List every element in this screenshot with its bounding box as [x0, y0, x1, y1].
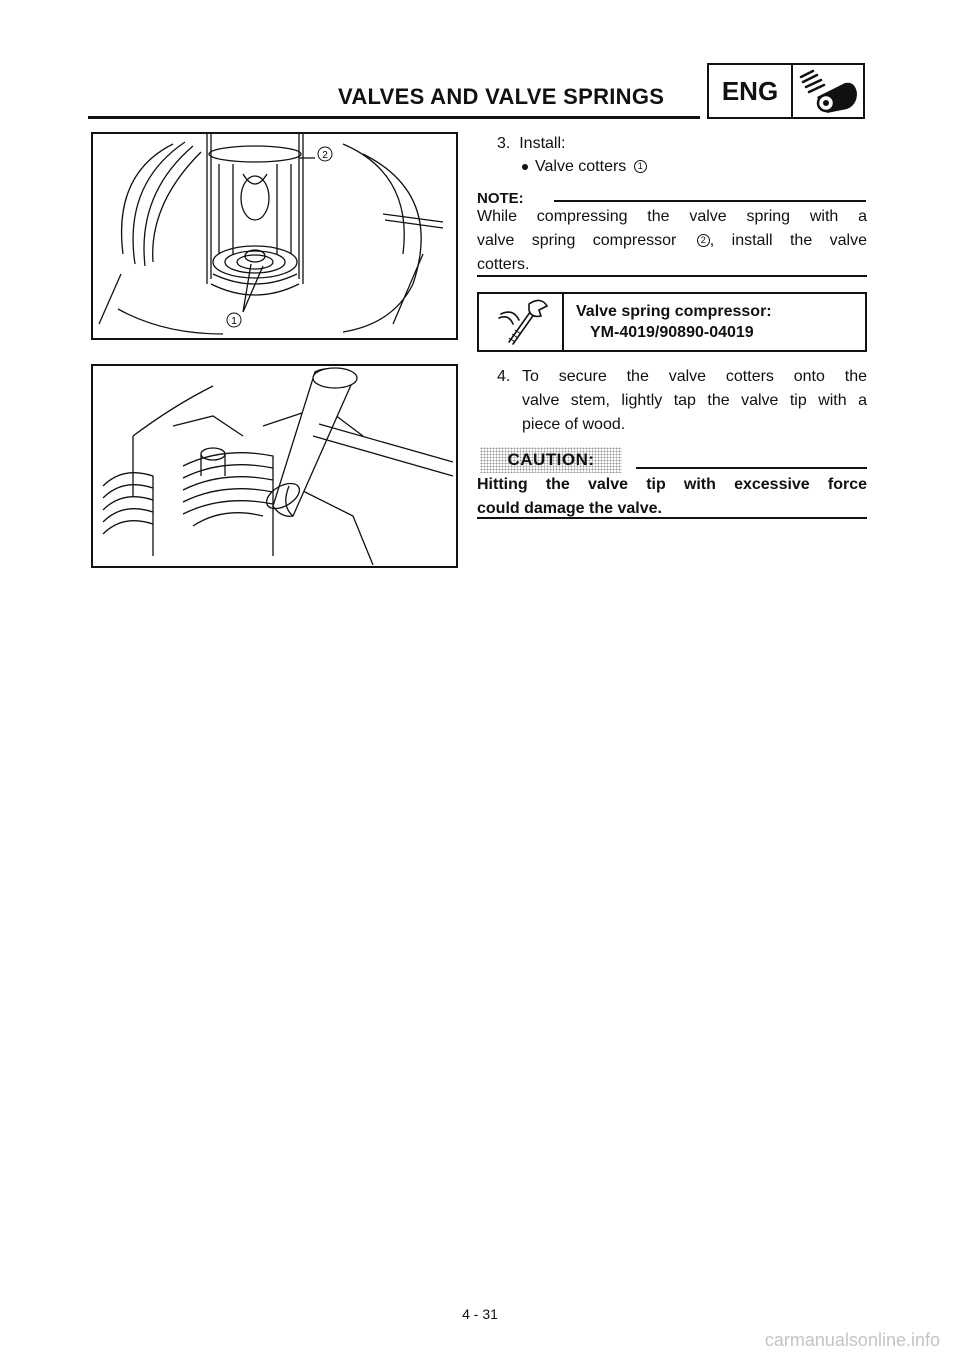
step-label: Install:	[519, 135, 566, 152]
note-line: While compressing the valve spring with a	[477, 208, 867, 225]
callout-number: 1	[634, 160, 647, 173]
note-bottom-rule	[477, 275, 867, 277]
tool-part-number: YM-4019/90890-04019	[590, 324, 754, 341]
note-text	[477, 205, 867, 277]
watermark: carmanualsonline.info	[764, 1330, 940, 1350]
step-line: To secure the valve cotters onto the	[522, 368, 867, 385]
section-label: ENG	[709, 65, 793, 117]
step-3	[497, 132, 565, 156]
caution-line: Hitting the valve tip with excessive force	[477, 476, 867, 493]
step-line: valve stem, lightly tap the valve tip with a	[522, 392, 867, 409]
note-rule	[554, 200, 866, 202]
cylinder-head-tap-illustration	[93, 366, 455, 565]
figure-callout: 2	[322, 150, 328, 161]
tool-text	[576, 301, 772, 343]
caution-label: CAUTION:	[480, 447, 622, 473]
bullet-item	[522, 155, 647, 179]
tool-name: Valve spring compressor:	[576, 303, 772, 320]
caution-bottom-rule	[477, 517, 867, 519]
caution-rule	[636, 467, 867, 469]
note-label: NOTE:	[477, 190, 524, 207]
figure-callout: 1	[231, 316, 237, 327]
note-text-part: , install the valve	[709, 232, 867, 249]
step-line: piece of wood.	[522, 416, 626, 433]
header-rule	[88, 116, 700, 119]
page-number: 4 - 31	[462, 1306, 498, 1322]
step-4-text	[522, 365, 867, 437]
callout-number: 2	[697, 234, 710, 247]
note-line	[477, 229, 867, 253]
bullet-icon	[522, 164, 528, 170]
tool-icon-cell	[479, 294, 564, 350]
step-number: 3.	[497, 135, 511, 152]
figure-valve-cotter-install	[91, 132, 458, 340]
caution-text	[477, 473, 867, 521]
page-title: VALVES AND VALVE SPRINGS	[338, 84, 665, 109]
engine-piston-icon	[793, 67, 863, 117]
bullet-text: Valve cotters	[535, 158, 627, 175]
special-tool-icon	[479, 294, 559, 350]
section-tab	[707, 63, 865, 119]
figure-tap-valve-tip	[91, 364, 458, 568]
caution-line: could damage the valve.	[477, 500, 662, 517]
note-line: cotters.	[477, 256, 530, 273]
valve-spring-compressor-illustration	[93, 134, 455, 337]
step-4-number: 4.	[497, 368, 511, 385]
note-text-part: valve spring compressor	[477, 232, 677, 249]
special-tool-box	[477, 292, 867, 352]
